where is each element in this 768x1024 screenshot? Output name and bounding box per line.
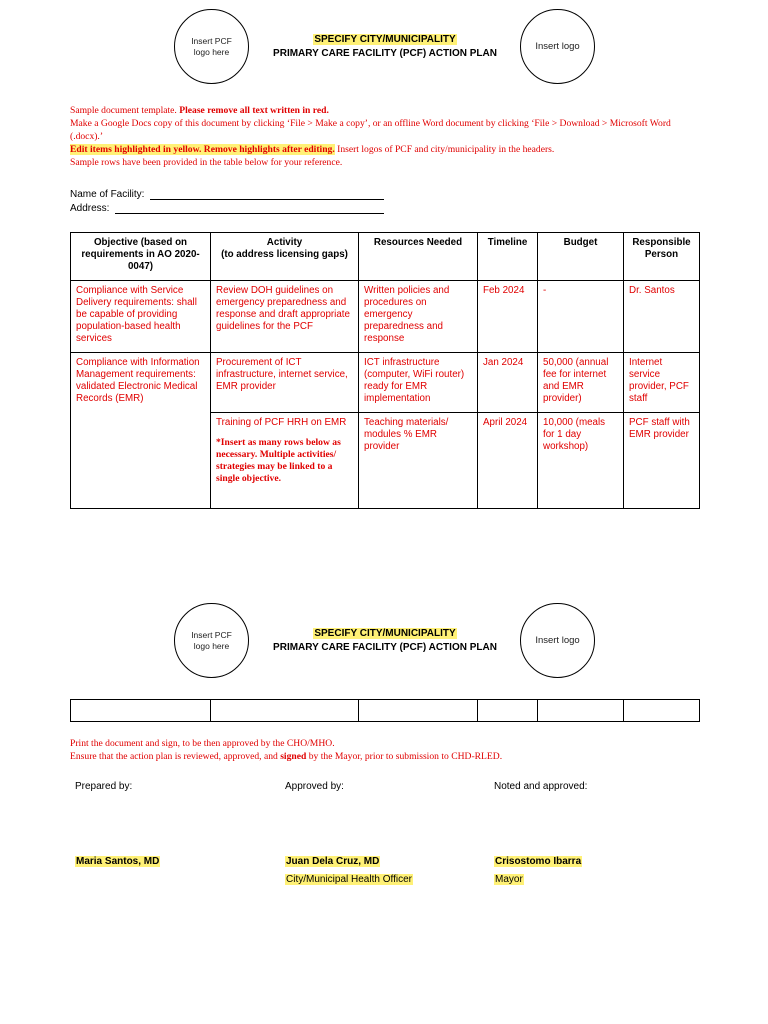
footer-instructions <box>70 737 690 763</box>
city-name: SPECIFY CITY/MUNICIPALITY <box>314 34 456 45</box>
empty-cell[interactable] <box>71 700 211 722</box>
col-resources: Resources Needed <box>359 233 478 281</box>
address-line <box>115 213 384 214</box>
cell-objective[interactable]: Compliance with Service Delivery requirements: shall be capable of providing population-based health services <box>71 281 211 353</box>
col-activity: Activity (to address licensing gaps) <box>211 233 359 281</box>
col-objective: Objective (based on requirements in AO 2020-0047) <box>71 233 211 281</box>
city-logo-placeholder <box>520 9 595 84</box>
prepared-by-label: Prepared by: <box>75 781 133 792</box>
page-header <box>250 33 520 61</box>
facility-name-line <box>150 199 384 200</box>
cell-timeline[interactable]: Feb 2024 <box>478 281 538 353</box>
noted-by-name: Crisostomo Ibarra <box>495 856 582 867</box>
prepared-by-name: Maria Santos, MD <box>76 856 160 867</box>
cell-timeline[interactable]: Jan 2024 <box>478 353 538 413</box>
address-field[interactable] <box>70 202 390 216</box>
empty-cell[interactable] <box>478 700 538 722</box>
empty-cell[interactable] <box>359 700 478 722</box>
city-name: SPECIFY CITY/MUNICIPALITY <box>314 628 456 639</box>
action-plan-table <box>70 232 700 509</box>
city-logo-placeholder <box>520 603 595 678</box>
footer-note-2: Ensure that the action plan is reviewed, approved, and signed by the Mayor, prior to submission to CHD-RLED. <box>70 751 503 762</box>
cell-person[interactable]: PCF staff with EMR provider <box>624 413 700 509</box>
cell-objective[interactable]: Compliance with Information Management requirements: validated Electronic Medical Records (EMR) <box>71 353 211 509</box>
table-row <box>71 700 700 722</box>
instruction-line-1: Sample document template. Please remove all text written in red. <box>70 105 329 116</box>
city-logo-text: Insert logo <box>535 41 580 52</box>
cell-resources[interactable]: Written policies and procedures on emergency preparedness and response <box>359 281 478 353</box>
address-label: Address: <box>70 203 110 214</box>
cell-activity[interactable]: Review DOH guidelines on emergency preparedness and response and draft appropriate guidelines for the PCF <box>211 281 359 353</box>
table-row <box>71 353 700 413</box>
cell-activity[interactable] <box>211 413 359 509</box>
cell-resources[interactable]: Teaching materials/ modules % EMR provider <box>359 413 478 509</box>
pcf-logo-text: Insert PCF logo here <box>191 35 232 57</box>
activity-text: Training of PCF HRH on EMR <box>216 417 347 428</box>
col-person: Responsible Person <box>624 233 700 281</box>
cell-activity[interactable]: Procurement of ICT infrastructure, internet service, EMR provider <box>211 353 359 413</box>
instruction-line-2: Make a Google Docs copy of this document by clicking ‘File > Make a copy’, or an offline Word document by clicking ‘File > Download > Microsoft Word (.docx).’ <box>70 118 671 142</box>
table-header-row <box>71 233 700 281</box>
cell-person[interactable]: Internet service provider, PCF staff <box>624 353 700 413</box>
city-logo-text: Insert logo <box>535 635 580 646</box>
insert-rows-note: *Insert as many rows below as necessary. Multiple activities/ strategies may be linked to a single objective. <box>216 437 341 484</box>
noted-by-role: Mayor <box>495 874 523 885</box>
empty-cell[interactable] <box>624 700 700 722</box>
cell-resources[interactable]: ICT infrastructure (computer, WiFi router) ready for EMR implementation <box>359 353 478 413</box>
cell-budget[interactable]: 50,000 (annual fee for internet and EMR provider) <box>538 353 624 413</box>
pcf-logo-placeholder <box>174 9 249 84</box>
col-budget: Budget <box>538 233 624 281</box>
pcf-logo-text: Insert PCF logo here <box>191 629 232 651</box>
page-title: PRIMARY CARE FACILITY (PCF) ACTION PLAN <box>273 48 497 59</box>
cell-budget[interactable]: 10,000 (meals for 1 day workshop) <box>538 413 624 509</box>
approved-by-role: City/Municipal Health Officer <box>286 874 412 885</box>
footer-note-1: Print the document and sign, to be then approved by the CHO/MHO. <box>70 738 335 749</box>
col-timeline: Timeline <box>478 233 538 281</box>
continuation-table <box>70 699 700 722</box>
page-header <box>250 627 520 655</box>
cell-person[interactable]: Dr. Santos <box>624 281 700 353</box>
facility-name-field[interactable] <box>70 188 390 202</box>
approved-by-name: Juan Dela Cruz, MD <box>286 856 380 867</box>
instructions <box>70 104 690 169</box>
cell-budget[interactable]: - <box>538 281 624 353</box>
instruction-line-4: Sample rows have been provided in the table below for your reference. <box>70 157 343 168</box>
page-title: PRIMARY CARE FACILITY (PCF) ACTION PLAN <box>273 642 497 653</box>
table-row <box>71 281 700 353</box>
instruction-line-3: Edit items highlighted in yellow. Remove highlights after editing. Insert logos of PCF and city/municipality in the headers. <box>70 144 555 155</box>
noted-by-label: Noted and approved: <box>494 781 588 792</box>
facility-name-label: Name of Facility: <box>70 189 145 200</box>
cell-timeline[interactable]: April 2024 <box>478 413 538 509</box>
empty-cell[interactable] <box>538 700 624 722</box>
pcf-logo-placeholder <box>174 603 249 678</box>
approved-by-label: Approved by: <box>285 781 344 792</box>
empty-cell[interactable] <box>211 700 359 722</box>
